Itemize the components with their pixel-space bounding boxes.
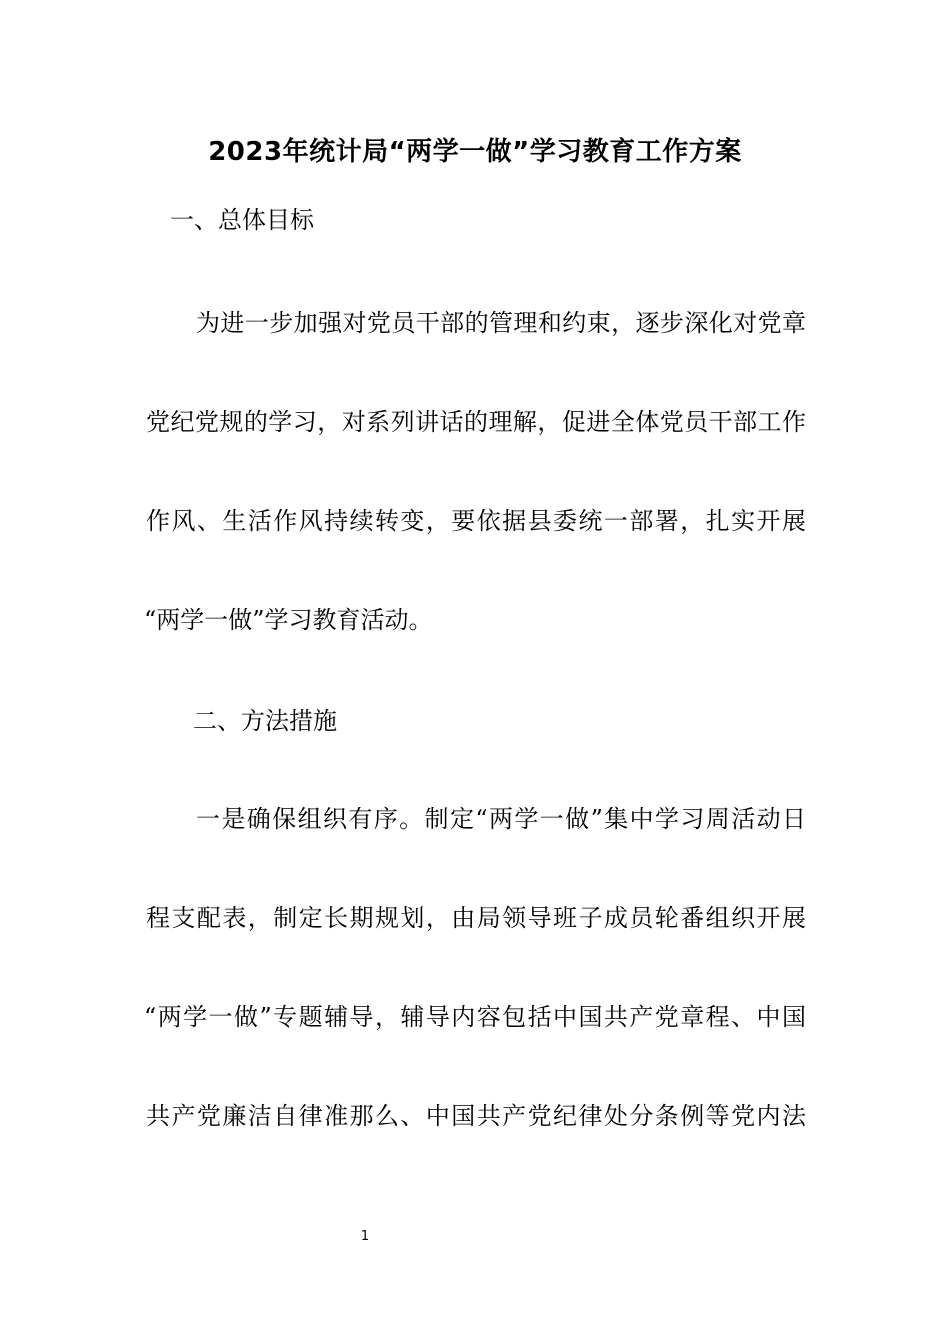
paragraph-line: “两学一做”学习教育活动。 — [144, 606, 433, 634]
document-title: 2023年统计局“两学一做”学习教育工作方案 — [208, 137, 742, 167]
paragraph-line: 作风、生活作风持续转变，要依据县委统一部署，扎实开展 — [146, 507, 806, 535]
page-number: 1 — [360, 1229, 370, 1244]
section-heading-methods: 二、方法措施 — [193, 707, 337, 735]
paragraph-line: 一是确保组织有序。制定“两学一做”集中学习周活动日 — [196, 805, 806, 833]
paragraph-line: 为进一步加强对党员干部的管理和约束，逐步深化对党章 — [196, 309, 806, 337]
paragraph-line: 程支配表，制定长期规划，由局领导班子成员轮番组织开展 — [146, 904, 806, 932]
paragraph-line: 党纪党规的学习，对系列讲话的理解，促进全体党员干部工作 — [146, 408, 806, 436]
paragraph-line: “两学一做”专题辅导，辅导内容包括中国共产党章程、中国 — [144, 1003, 806, 1031]
paragraph-line: 共产党廉洁自律准那么、中国共产党纪律处分条例等党内法 — [146, 1102, 806, 1130]
section-heading-overall-goals: 一、总体目标 — [170, 206, 314, 234]
